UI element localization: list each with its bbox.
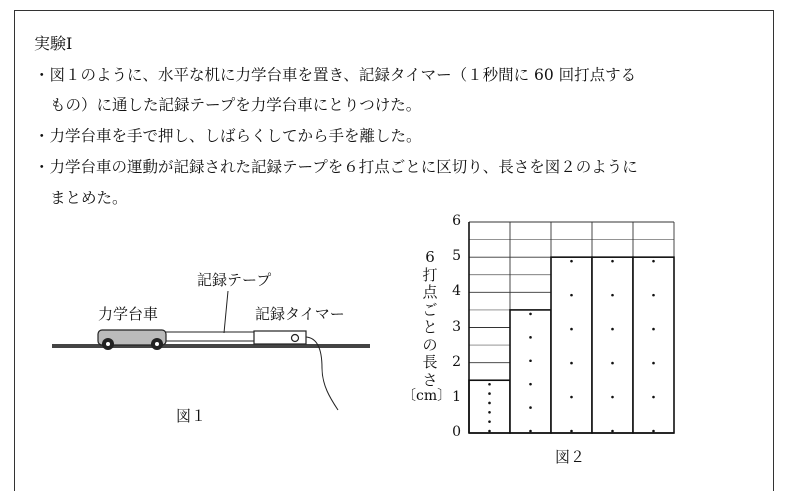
figure-1-caption: 図１ [176, 407, 207, 425]
tape-dot [611, 396, 614, 399]
tape-dot [570, 430, 573, 433]
tape-dot [570, 260, 573, 263]
tape-dot [570, 328, 573, 331]
tape-dot [488, 430, 491, 433]
bullet-3-line-2: まとめた。 [50, 189, 128, 207]
bar-1 [469, 380, 510, 433]
tape-dot [570, 396, 573, 399]
tape-dot [652, 362, 655, 365]
tape-dot [652, 260, 655, 263]
tape-dot [570, 294, 573, 297]
tape-dot [529, 359, 532, 362]
bar-3 [551, 257, 592, 433]
bullet-1-line-1: ・図１のように、水平な机に力学台車を置き、記録タイマー（１秒間に 60 回打点する [34, 66, 637, 84]
y-tick-label: 1 [452, 388, 461, 405]
tape-dot [529, 313, 532, 316]
tape-dot [488, 383, 491, 386]
bar-2 [510, 310, 551, 433]
tape-dot [529, 430, 532, 433]
tape-dot [529, 406, 532, 409]
tape-dot [652, 328, 655, 331]
tape-dot [611, 362, 614, 365]
y-tick-label: 4 [452, 283, 461, 300]
y-tick-label: 2 [452, 353, 461, 370]
bullet-3-line-1: ・力学台車の運動が記録された記録テープを６打点ごとに区切り、長さを図２のように [34, 158, 638, 176]
y-tick-label: 3 [452, 318, 461, 335]
experiment-title: 実験Ⅰ [34, 34, 73, 53]
chart-y-axis-label: 6打点ごとの長さ [422, 248, 438, 389]
bar-5 [633, 257, 674, 433]
chart-y-axis-unit: 〔cm〕 [402, 388, 452, 404]
tape-dot [611, 430, 614, 433]
tape-dot [529, 336, 532, 339]
tape-dot [529, 383, 532, 386]
tape-dot [652, 430, 655, 433]
tape-dot [488, 420, 491, 423]
tape-dot [570, 362, 573, 365]
tape-dot [488, 392, 491, 395]
tape-dot [611, 328, 614, 331]
y-tick-label: 5 [452, 248, 461, 265]
bullet-1-line-2: もの）に通した記録テープを力学台車にとりつけた。 [50, 96, 422, 114]
figure-2-caption: 図２ [555, 448, 586, 466]
bullet-2-line-1: ・力学台車を手で押し、しばらくしてから手を離した。 [34, 127, 422, 145]
tape-dot [652, 294, 655, 297]
tape-dot [611, 294, 614, 297]
bar-4 [592, 257, 633, 433]
tape-dot [488, 402, 491, 405]
tape-dot [652, 396, 655, 399]
tape-label: 記録テープ [197, 271, 272, 289]
y-tick-label: 6 [452, 213, 461, 229]
timer-label: 記録タイマー [255, 305, 345, 323]
tape-dot [488, 411, 491, 414]
y-tick-label: 0 [452, 424, 461, 440]
tape-dot [611, 260, 614, 263]
cart-label: 力学台車 [98, 305, 159, 323]
